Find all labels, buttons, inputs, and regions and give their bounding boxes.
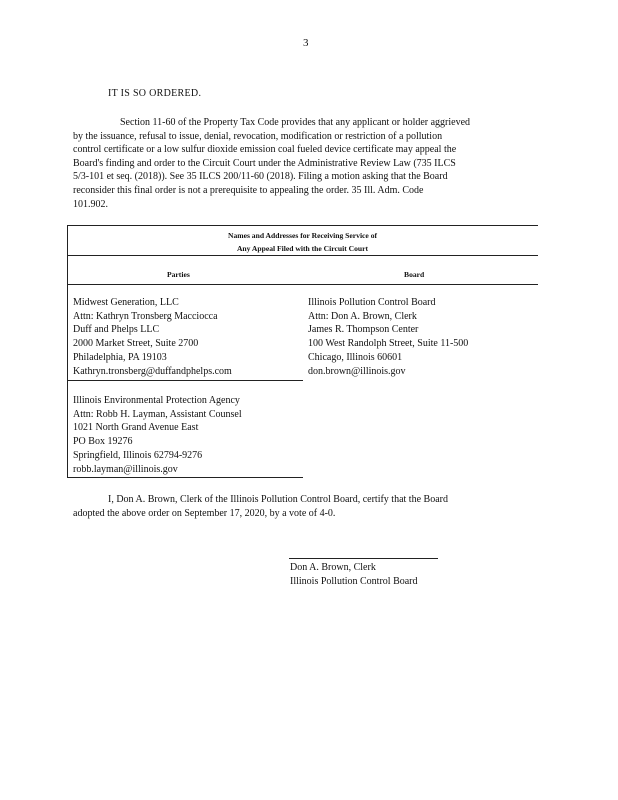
address-line: Chicago, Illinois 60601: [308, 351, 403, 363]
address-line: 2000 Market Street, Suite 2700: [73, 338, 199, 350]
paragraph-line: 101.902.: [73, 198, 108, 210]
paragraph-line: Board's finding and order to the Circuit Court under the Administrative Review Law (735 ILCS: [73, 157, 456, 169]
address-line: PO Box 19276: [73, 436, 133, 448]
address-line: Attn: Robb H. Layman, Assistant Counsel: [73, 408, 242, 420]
party-midwest-generation: [73, 296, 232, 378]
clerk-certification: [73, 493, 515, 520]
appeal-rights-paragraph: [73, 116, 535, 211]
table-top-border: [67, 225, 538, 226]
board-column-header: Board: [404, 270, 425, 279]
paragraph-line: 5/3-101 et seq. (2018)). See 35 ILCS 200/11-60 (2018). Filing a motion asking that the Board: [73, 171, 448, 183]
signer-organization: Illinois Pollution Control Board: [290, 575, 418, 587]
paragraph-line: Section 11-60 of the Property Tax Code provides that any applicant or holder aggrieved: [120, 117, 471, 128]
email-address: don.brown@illinois.gov: [308, 365, 406, 377]
address-line: Philadelphia, PA 19103: [73, 351, 167, 363]
table-bottom-border: [67, 477, 303, 478]
signature-line: [289, 558, 438, 559]
address-line: Springfield, Illinois 62794-9276: [73, 449, 203, 461]
address-line: Attn: Kathryn Tronsberg Macciocca: [73, 310, 218, 322]
address-line: 1021 North Grand Avenue East: [73, 422, 199, 434]
address-line: Illinois Pollution Control Board: [308, 297, 436, 308]
paragraph-line: control certificate or a low sulfur dioxide emission coal fueled device certificate may appeal the: [73, 144, 457, 156]
party-divider: [67, 380, 303, 381]
address-line: Duff and Phelps LLC: [73, 324, 160, 336]
table-title-line: Names and Addresses for Receiving Service of: [227, 231, 378, 240]
title-divider: [67, 255, 538, 256]
service-address-table: [67, 225, 538, 478]
table-title: [67, 229, 538, 255]
page-number: 3: [303, 37, 309, 49]
paragraph-line: reconsider this final order is not a prerequisite to appealing the order. 35 Ill. Adm. Code: [73, 184, 424, 196]
signer-name: Don A. Brown, Clerk: [290, 562, 376, 573]
table-left-border: [67, 225, 68, 478]
email-address: Kathryn.tronsberg@duffandphelps.com: [73, 365, 232, 377]
board-address: [308, 296, 468, 378]
signature-block: [290, 561, 418, 588]
address-line: Illinois Environmental Protection Agency: [73, 395, 240, 406]
address-line: Attn: Don A. Brown, Clerk: [308, 310, 417, 322]
address-line: 100 West Randolph Street, Suite 11-500: [308, 338, 469, 350]
certification-line: I, Don A. Brown, Clerk of the Illinois Pollution Control Board, certify that the Board: [108, 494, 448, 505]
address-line: James R. Thompson Center: [308, 324, 419, 336]
table-title-line: Any Appeal Filed with the Circuit Court: [236, 244, 369, 253]
certification-line: adopted the above order on September 17, 2020, by a vote of 4-0.: [73, 507, 336, 519]
order-heading: IT IS SO ORDERED.: [108, 88, 202, 99]
party-illinois-epa: [73, 394, 242, 476]
paragraph-line: by the issuance, refusal to issue, denial, revocation, modification or restriction of a pollution: [73, 130, 443, 142]
header-divider: [67, 284, 538, 285]
address-line: Midwest Generation, LLC: [73, 297, 179, 308]
parties-column-header: Parties: [167, 270, 190, 279]
email-address: robb.layman@illinois.gov: [73, 463, 178, 475]
